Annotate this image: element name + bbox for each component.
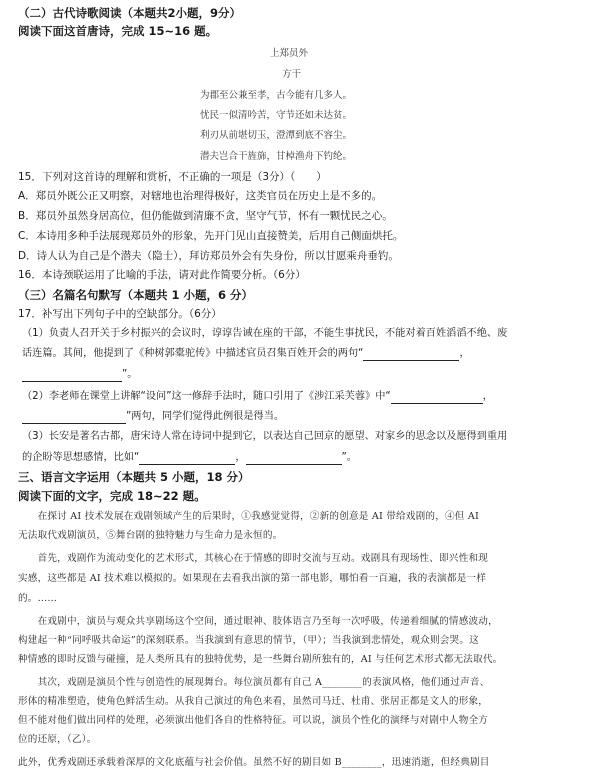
poem-line: 潜夫岂合干旌旆，甘棹渔舟下钓纶。 [200, 151, 353, 162]
reading-line: 但不能对他们做出同样的处理，必须演出他们各自的性格特征。可以说，演员个性化的演绎与对剧中人物全方 [18, 715, 489, 726]
poem-line: 利刃从前堪切玉，澄潭到底不容尘。 [200, 130, 353, 141]
question-15-option-b: B．郑员外虽然身居高位，但仍能做到清廉不贪，坚守气节，怀有一颗忧民之心。 [18, 210, 393, 222]
question-16-stem: 16．本诗颈联运用了比喻的手法，请对此作简要分析。（6分） [18, 269, 306, 281]
q17-item1-text [22, 368, 137, 382]
q17-item1-end: ”。 [122, 369, 138, 380]
reading-line: 在戏剧中，演员与观众共享剧场这个空间，通过眼神、肢体语言乃至每一次呼吸，传递着细腻的情感波动， [18, 616, 498, 627]
reading-line: 其次，戏剧是演员个性与创造性的展现舞台。每位演员都有自己 A________的表演风格，他们通过声音、 [18, 677, 490, 688]
q17-item3-blank-1[interactable] [139, 453, 235, 465]
poetry-instruction: 阅读下面这首唐诗，完成 15~16 题。 [18, 24, 218, 38]
section-heading-poetry: （二）古代诗歌阅读（本题共2小题，9分） [18, 6, 242, 20]
q17-item1-blank-2[interactable] [22, 370, 122, 382]
q17-item1-lead: 话连篇。其间，他提到了《种树郭橐驼传》中描述官员召集百姓开会的两句“ [22, 348, 364, 359]
question-15-option-c: C．本诗用多种手法展现郑员外的形象，先开门见山直接赞美，后用自己侧面烘托。 [18, 230, 404, 242]
q17-item3-blank-2[interactable] [246, 453, 342, 465]
section-heading-quote: （三）名篇名句默写（本题共 1 小题，6 分） [18, 288, 254, 302]
reading-line: 种情感的即时反馈与碰撞，是人类所具有的独特优势，是一些舞台剧所独有的，AI 与任何艺术形式都无法取代。 [18, 654, 503, 665]
reading-line: 实感，这些都是 AI 技术难以模拟的。如果现在去看我出演的第一部电影，哪怕看一百遍，我的表演都是一样 [18, 573, 487, 584]
poem-author: 方干 [282, 69, 302, 80]
q17-item2-text [22, 410, 284, 424]
reading-line: 构建起一种“同呼吸共命运”的深刻联系。当我演到有意思的情节，（甲）；当我演到悲情处，观众则会哭。这 [18, 635, 479, 646]
reading-line: 的。…… [18, 593, 58, 604]
reading-line: 在探讨 AI 技术发展在戏剧领域产生的后果时，①我感觉觉得，②新的创意是 AI 带给戏剧的，④但 AI [18, 511, 479, 522]
reading-line: 无法取代戏剧演员，⑤舞台剧的独特魅力与生命力是永恒的。 [18, 530, 283, 541]
question-15-option-d: D．诗人认为自己是个潜夫（隐士），拜访郑员外会有失身份，所以甘愿乘舟垂钓。 [18, 250, 399, 262]
poem-line: 忧民一似清吟苦，守节还如未达贫。 [200, 110, 353, 121]
q17-item2-text: （2）李老师在课堂上讲解“设问”这一修辞手法时，随口引用了《涉江采芙蓉》中“ ， [22, 391, 493, 402]
q17-item3-text: （3）长安是著名古都，唐宋诗人常在诗词中提到它，以表达自己回京的愿望、对家乡的思念以及愿得到重用 [22, 431, 508, 442]
q17-item2-blank-2[interactable] [22, 412, 126, 424]
q17-item1-text: （1）负责人召开关于乡村振兴的会议时，谆谆告诫在座的干部，不能生事扰民，不能对着百姓滔滔不绝、废 [22, 328, 508, 339]
poem-line: 为郡至公兼至孝，古今能有几多人。 [200, 90, 353, 101]
section-heading-language: 三、语言文字运用（本题共 5 小题，18 分） [18, 470, 250, 484]
question-15-stem: 15．下列对这首诗的理解和赏析，不正确的一项是（3分）（ ） [18, 171, 327, 183]
poem-title: 上郑员外 [270, 48, 309, 59]
reading-line: 首先，戏剧作为流动变化的艺术形式，其核心在于情感的即时交流与互动。戏剧具有现场性、即兴性和现 [18, 553, 489, 564]
q17-item2-lead: （2）李老师在课堂上讲解“设问”这一修辞手法时，随口引用了《涉江采芙蓉》中“ [22, 391, 391, 402]
reading-line: 此外，优秀戏剧还承载着深厚的文化底蕴与社会价值。虽然不好的剧目如 B________，迅速消逝，但经典剧目 [18, 757, 490, 768]
reading-line: 位的还原，（乙）。 [18, 734, 97, 745]
q17-item2-end: ”两句，同学们觉得此例很是得当。 [126, 411, 285, 422]
q17-item1-blank-1[interactable] [363, 349, 459, 361]
question-15-option-a: A．郑员外既公正又明察，对辖地也治理得极好，这类官员在历史上是不多的。 [18, 190, 383, 202]
question-17-stem: 17．补写出下列句子中的空缺部分。（6分） [18, 308, 222, 320]
q17-item3-lead: 的企盼等思想感情，比如“ [22, 452, 140, 463]
reading-line: 形体的精准塑造，使角色鲜活生动。从我自己演过的角色来看，虽然司马迁、杜甫、张居正都是文人的形象， [18, 696, 489, 707]
language-instruction: 阅读下面的文字，完成 18~22 题。 [18, 489, 206, 503]
q17-item3-text: 的企盼等思想感情，比如“ ， ”。 [22, 452, 357, 463]
q17-item2-blank-1[interactable] [391, 392, 483, 404]
q17-item1-text: 话连篇。其间，他提到了《种树郭橐驼传》中描述官员召集百姓开会的两句“ ， [22, 348, 470, 359]
